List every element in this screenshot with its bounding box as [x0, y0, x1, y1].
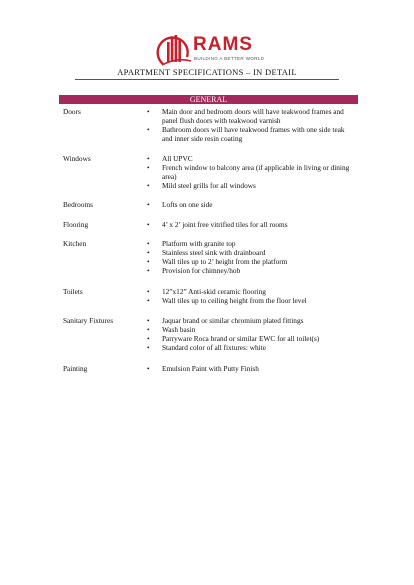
spec-label: Flooring: [63, 220, 89, 229]
spec-item: • All UPVC: [147, 154, 355, 163]
document-title: APARTMENT SPECIFICATIONS – IN DETAIL: [117, 67, 297, 77]
brand-tagline: BUILDING A BETTER WORLD: [194, 56, 265, 61]
spec-item: • Wall tiles up to 2’ height from the platform: [147, 257, 355, 266]
spec-items: [147, 316, 355, 352]
spec-items: [147, 364, 355, 373]
rams-logo: [155, 27, 265, 69]
spec-item: • Bathroom doors will have teakwood frames with one side teak and inner side resin coating: [147, 125, 355, 143]
spec-item: • Parryware Roca brand or similar EWC for all toilet(s): [147, 334, 355, 343]
spec-item: • French window to balcony area (if applicable in living or dining area): [147, 163, 355, 181]
spec-item: • Standard color of all fixtures: white: [147, 343, 355, 352]
spec-item: • Mild steel grills for all windows: [147, 181, 355, 190]
spec-item: • Lofts on one side: [147, 200, 355, 209]
spec-label: Toilets: [63, 287, 83, 296]
spec-item: • Platform with granite top: [147, 239, 355, 248]
spec-items: [147, 107, 355, 143]
spec-item: • Wall tiles up to ceiling height from the floor level: [147, 296, 355, 305]
spec-item: • Emulsion Paint with Putty Finish: [147, 364, 355, 373]
spec-item: • 12”x12” Anti-skid ceramic flooring: [147, 287, 355, 296]
rams-building-logo-icon: [155, 27, 193, 69]
spec-items: [147, 287, 355, 305]
section-header-bar: [59, 95, 358, 104]
spec-label: Bedrooms: [63, 200, 93, 209]
spec-items: [147, 154, 355, 190]
title-divider: [75, 79, 339, 80]
spec-label: Painting: [63, 364, 88, 373]
spec-item: • 4’ x 2’ joint free vitrified tiles for all rooms: [147, 220, 355, 229]
spec-label: Windows: [63, 154, 91, 163]
spec-items: [147, 220, 355, 229]
spec-item: • Main door and bedroom doors will have teakwood frames and panel flush doors with teakwood varnish: [147, 107, 355, 125]
brand-name: RAMS: [193, 34, 253, 55]
spec-label: Sanitary Fixtures: [63, 316, 114, 325]
spec-items: [147, 239, 355, 275]
spec-item: • Jaquar brand or similar chromium plated fittings: [147, 316, 355, 325]
spec-item: • Provision for chimney/hob: [147, 266, 355, 275]
spec-label: Doors: [63, 107, 81, 116]
spec-item: • Wash basin: [147, 325, 355, 334]
spec-label: Kitchen: [63, 239, 87, 248]
spec-items: [147, 200, 355, 209]
section-header-label: GENERAL: [189, 95, 228, 104]
spec-item: • Stainless steel sink with drainboard: [147, 248, 355, 257]
